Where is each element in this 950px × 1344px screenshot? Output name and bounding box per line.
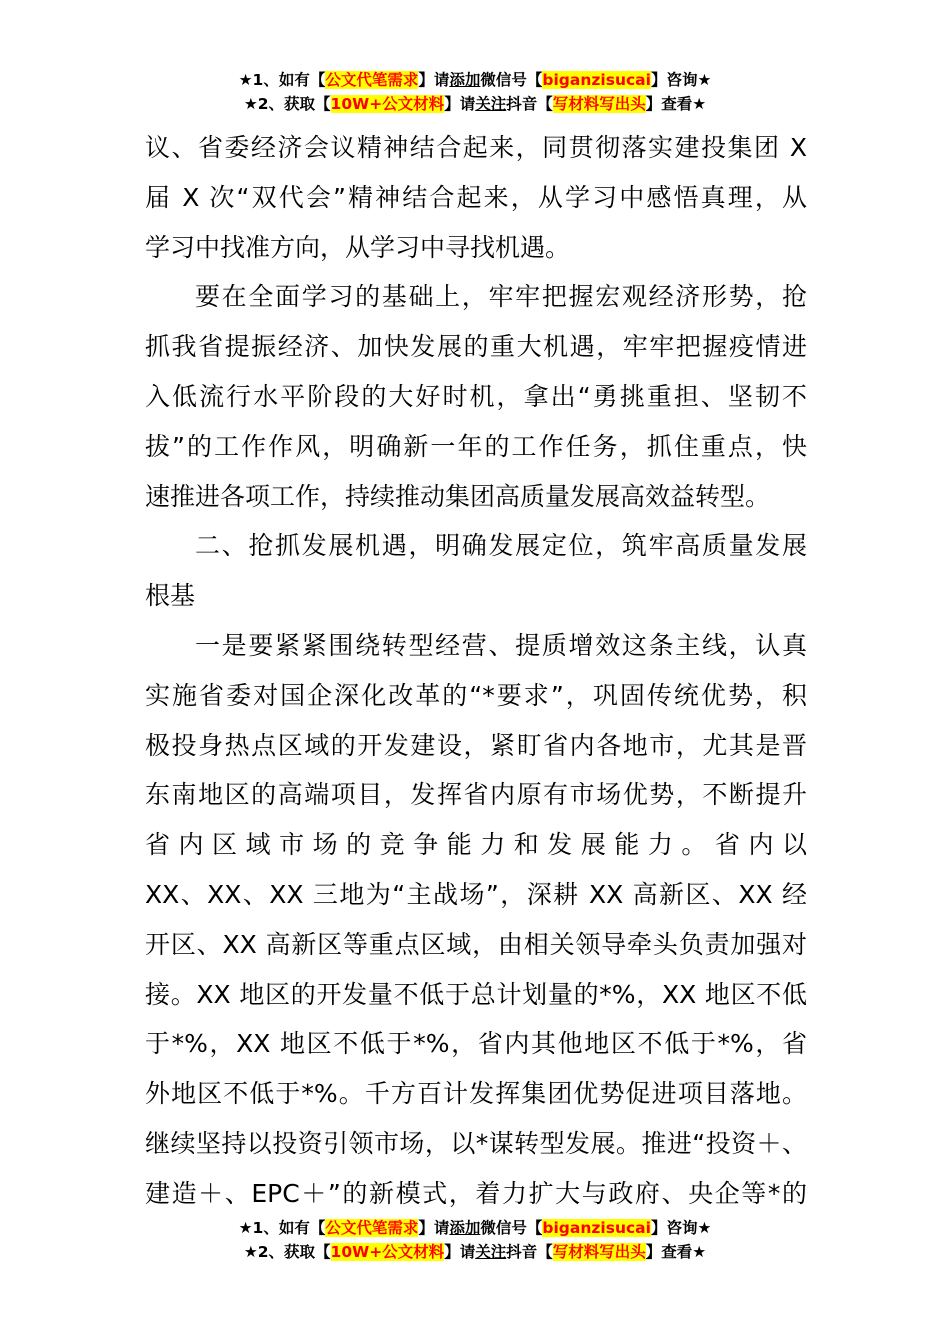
footer-banner: [0, 1216, 950, 1264]
douyin-id: 写材料写出头: [552, 95, 646, 113]
section-heading: 二、抢抓发展机遇，明确发展定位，筑牢高质量发展 根基: [145, 531, 807, 611]
highlight-text: 公文代笔需求: [325, 71, 419, 89]
banner-line-1: ★1、如有【公文代笔需求】请添加微信号【biganzisucai】咨询★: [238, 71, 712, 89]
banner-line-1: ★1、如有【公文代笔需求】请添加微信号【biganzisucai】咨询★: [238, 1219, 712, 1237]
wechat-id: biganzisucai: [542, 1219, 651, 1237]
header-banner: [0, 68, 950, 116]
banner-line-2: ★2、获取【10W+公文材料】请关注抖音【写材料写出头】查看★: [243, 1243, 707, 1261]
paragraph: 议、省委经济会议精神结合起来，同贯彻落实建投集团 X 届 X 次“双代会”精神结合起来，从学习中感悟真理，从 学习中找准方向，从学习中寻找机遇。: [145, 133, 807, 262]
wechat-id: biganzisucai: [542, 71, 651, 89]
document-body: [145, 123, 807, 1219]
highlight-text: 10W+公文材料: [330, 1243, 445, 1261]
banner-line-2: ★2、获取【10W+公文材料】请关注抖音【写材料写出头】查看★: [243, 95, 707, 113]
paragraph: 一是要紧紧围绕转型经营、提质增效这条主线，认真 实施省委对国企深化改革的“*要求”，巩固传统优势，积 极投身热点区域的开发建设，紧盯省内各地市，尤其是晋 东南地区的高端项目，发挥省内原有市场优势，不断提升 省内区域市场的竞争能力和发展能力。省内以 XX、XX、XX 三地为“主战场”，深耕 XX 高新区、XX 经 开区、XX 高新区等重点区域，由相关领导牵头负责加强对 接。XX 地区的开发量不低于总计划量的*%，XX 地区不低 于*%，XX 地区不低于*%，省内其他地区不低于*%，省 外地区不低于*%。千方百计发挥集团优势促进项目落地。 继续坚持以投资引领市场，以*谋转型发展。推进“投资＋、 建造＋、EPC＋”的新模式，着力扩大与政府、央企等*的: [145, 630, 807, 1208]
paragraph: 要在全面学习的基础上，牢牢把握宏观经济形势，抢 抓我省提振经济、加快发展的重大机遇，牢牢把握疫情进 入低流行水平阶段的大好时机，拿出“勇挑重担、坚韧不 拔”的工作作风，明确新一年的工作任务，抓住重点，快 速推进各项工作，持续推动集团高质量发展高效益转型。: [145, 282, 807, 511]
highlight-text: 公文代笔需求: [325, 1219, 419, 1237]
highlight-text: 10W+公文材料: [330, 95, 445, 113]
douyin-id: 写材料写出头: [552, 1243, 646, 1261]
